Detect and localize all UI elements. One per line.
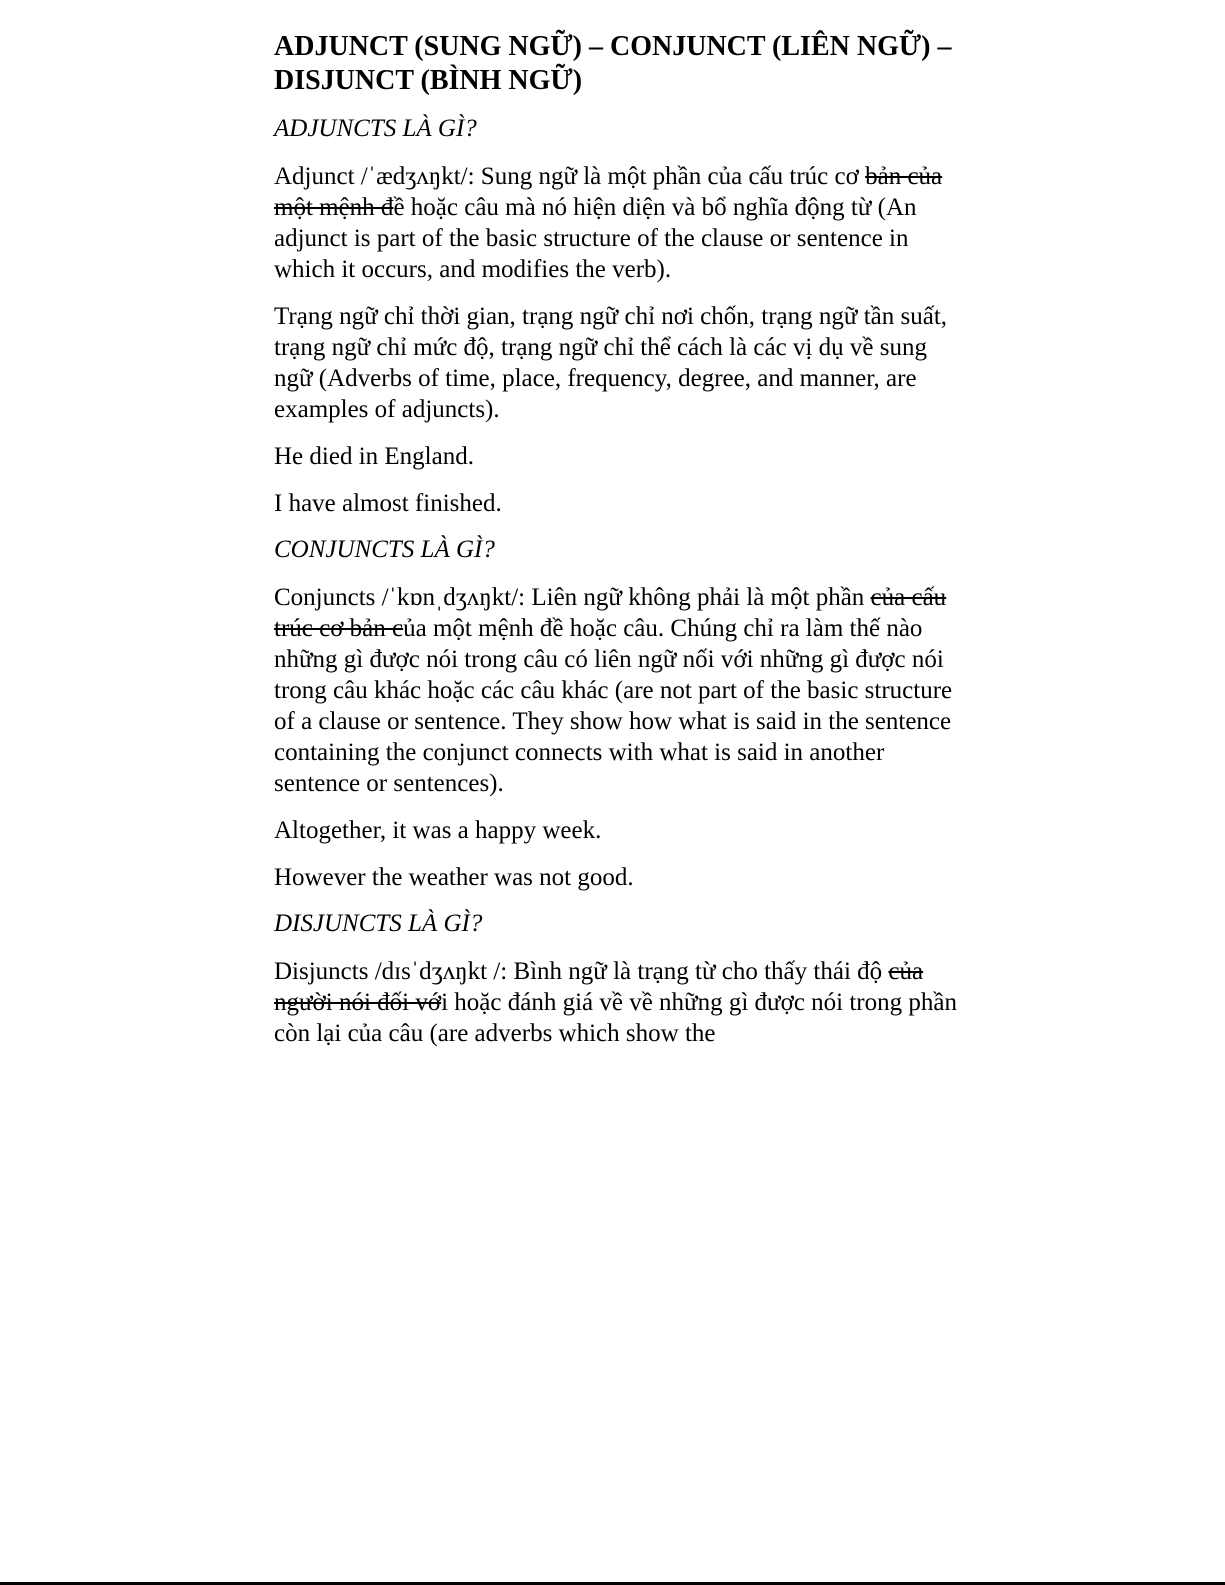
adjunct-definition xyxy=(274,161,964,285)
conjunct-definition xyxy=(274,582,964,799)
adjunct-examples-intro: Trạng ngữ chỉ thời gian, trạng ngữ chỉ nơi chốn, trạng ngữ tần suất, trạng ngữ chỉ mức độ, trạng ngữ chỉ thể cách là các vị dụ về sung ngữ (Adverbs of time, place, frequency, degree, and manner, are examples of adjuncts). xyxy=(274,303,948,423)
section-heading-conjuncts: CONJUNCTS LÀ GÌ? xyxy=(274,536,495,563)
text-run: Disjuncts /dɪsˈdʒʌŋkt /: Bình ngữ là trạng từ cho thấy thái độ xyxy=(274,958,889,985)
section-heading-disjuncts: DISJUNCTS LÀ GÌ? xyxy=(274,910,483,937)
text-run: ề hoặc câu mà nó hiện diện và bổ nghĩa động từ (An adjunct is part of the basic structure of the clause or sentence in which it occurs, and modifies the verb). xyxy=(274,194,917,283)
strikethrough-text: của cấu trúc cơ bản c xyxy=(274,584,947,642)
example-sentence: He died in England. xyxy=(274,443,474,470)
text-run: i hoặc đánh giá về về những gì được nói trong phần còn lại của câu (are adverbs which show the xyxy=(274,989,957,1047)
text-run: Conjuncts /ˈkɒnˌdʒʌŋkt/: Liên ngữ không phải là một phần xyxy=(274,584,871,611)
example-sentence: I have almost finished. xyxy=(274,490,502,517)
example-sentence: However the weather was not good. xyxy=(274,864,634,891)
document-title: ADJUNCT (SUNG NGỮ) – CONJUNCT (LIÊN NGỮ) – DISJUNCT (BÌNH NGỮ) xyxy=(274,31,952,96)
text-run: Adjunct /ˈædʒʌŋkt/: Sung ngữ là một phần của cấu trúc cơ xyxy=(274,163,866,190)
strikethrough-text: của người nói đối vớ xyxy=(274,958,924,1016)
document-page xyxy=(274,30,964,1065)
example-sentence: Altogether, it was a happy week. xyxy=(274,817,602,844)
text-run: ủa một mệnh đề hoặc câu. Chúng chỉ ra làm thế nào những gì được nói trong câu có liên ngữ nối với những gì được nói trong câu khác hoặc các câu khác (are not part of the basic structure of a clause or sentence. They show how what is said in the sentence containing the conjunct connects with what is said in another sentence or sentences). xyxy=(274,615,953,797)
strikethrough-text: bản của một mệnh đ xyxy=(274,163,943,221)
disjunct-definition xyxy=(274,956,964,1049)
section-heading-adjuncts: ADJUNCTS LÀ GÌ? xyxy=(274,115,477,142)
